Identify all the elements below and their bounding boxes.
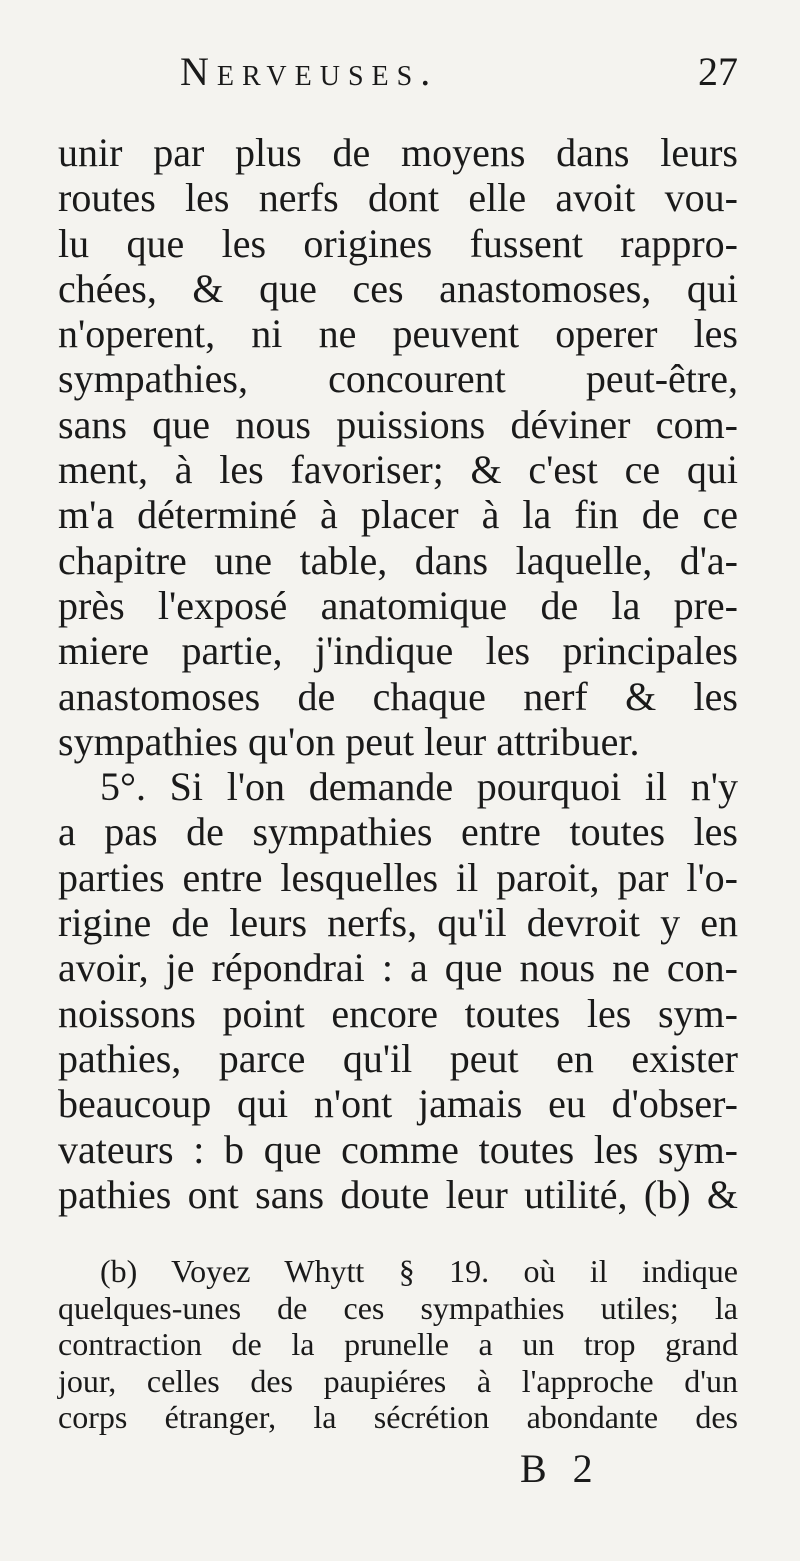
footnote-line: quelques-unes de ces sympathies utiles; la <box>58 1289 738 1326</box>
text-line: m'a déterminé à placer à la fin de ce <box>58 492 738 538</box>
text-line: anastomoses de chaque nerf & les <box>58 673 738 719</box>
text-line: chées, & que ces anastomoses, qui <box>58 265 738 311</box>
running-title: Nerveuses. <box>180 49 439 94</box>
page-number: 27 <box>698 49 738 94</box>
text-line: a pas de sympathies entre toutes les <box>58 809 738 855</box>
text-line: sympathies, concourent peut-être, <box>58 356 738 402</box>
text-line: lu que les origines fussent rappro- <box>58 220 738 266</box>
text-line: pathies, parce qu'il peut en exister <box>58 1035 738 1081</box>
signature-mark: B 2 <box>520 1446 601 1491</box>
text-line: 5°. Si l'on demande pourquoi il n'y <box>100 764 738 810</box>
text-line: routes les nerfs dont elle avoit vou- <box>58 175 738 221</box>
text-line: sans que nous puissions déviner com- <box>58 401 738 447</box>
text-line: parties entre lesquelles il paroit, par l'o- <box>58 854 738 900</box>
text-line: unir par plus de moyens dans leurs <box>58 130 738 175</box>
footnote-line: jour, celles des paupiéres à l'approche d'un <box>58 1362 738 1399</box>
text-line: pathies ont sans doute leur utilité, (b) & <box>58 1171 738 1217</box>
text-line: beaucoup qui n'ont jamais eu d'obser- <box>58 1081 738 1127</box>
text-line: avoir, je répondrai : a que nous ne con- <box>58 945 738 991</box>
text-line: près l'exposé anatomique de la pre- <box>58 582 738 628</box>
running-header <box>60 48 738 108</box>
text-line: n'operent, ni ne peuvent operer les <box>58 311 738 357</box>
footnote-line: contraction de la prunelle a un trop grand <box>58 1326 738 1363</box>
body-text <box>58 130 738 1217</box>
footnote <box>58 1253 738 1436</box>
text-line: ment, à les favoriser; & c'est ce qui <box>58 447 738 493</box>
text-line: noissons point encore toutes les sym- <box>58 990 738 1036</box>
text-line: rigine de leurs nerfs, qu'il devroit y en <box>58 900 738 946</box>
footnote-line: corps étranger, la sécrétion abondante des <box>58 1399 738 1436</box>
text-line: chapitre une table, dans laquelle, d'a- <box>58 537 738 583</box>
text-line: vateurs : b que comme toutes les sym- <box>58 1126 738 1172</box>
text-line: sympathies qu'on peut leur attribuer. <box>58 718 640 764</box>
text-line: miere partie, j'indique les principales <box>58 628 738 674</box>
footnote-line: (b) Voyez Whytt § 19. où il indique <box>100 1253 738 1289</box>
